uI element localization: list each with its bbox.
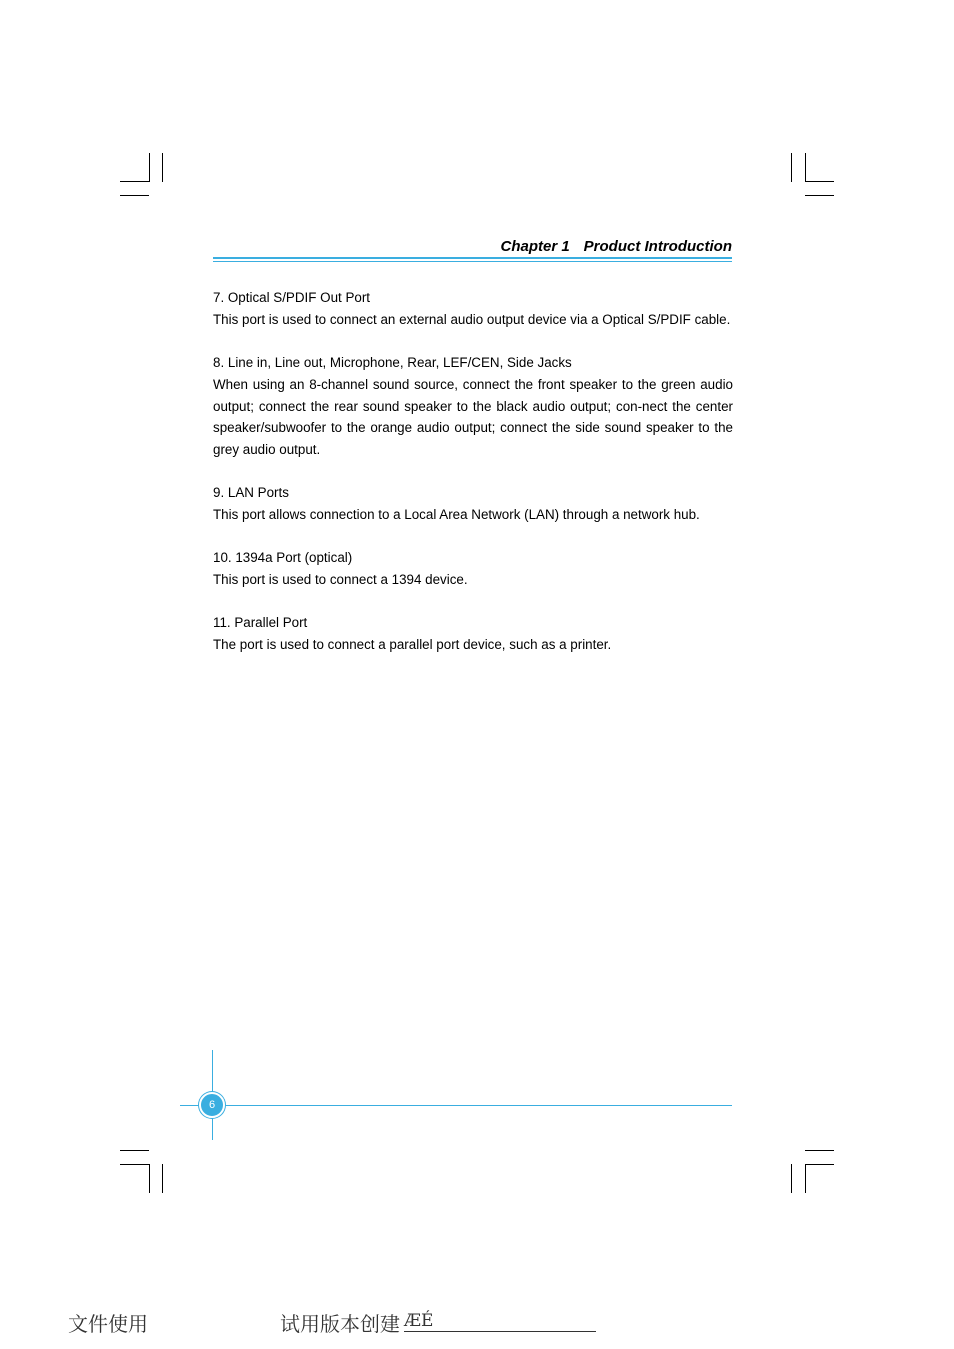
- section-body: This port allows connection to a Local Area Network (LAN) through a network hub.: [213, 507, 700, 522]
- watermark-underline: [404, 1331, 596, 1332]
- watermark-left: 文件使用: [68, 1312, 148, 1336]
- header-rule-thin: [213, 261, 732, 262]
- header-rule: [213, 257, 732, 259]
- section-body: The port is used to connect a parallel port device, such as a printer.: [213, 637, 612, 653]
- watermark-suffix: ÆÉ: [404, 1311, 434, 1331]
- section-lan-ports: [213, 482, 733, 525]
- chapter-label: Chapter 1: [500, 238, 570, 255]
- section-body: When using an 8-channel sound source, connect the front speaker to the green audio output; connect the rear sound speaker to the black audio output; con-nect the center speaker/subwoofer to the orange audio output; connect the side sound speaker to the grey audio output.: [213, 376, 733, 457]
- crop-mark: [120, 181, 149, 182]
- section-heading: 11. Parallel Port: [213, 615, 308, 631]
- section-audio-jacks: [213, 352, 733, 461]
- section-1394a-port: [213, 547, 733, 590]
- crop-mark: [805, 153, 806, 182]
- section-heading: 10. 1394a Port (optical): [213, 550, 353, 566]
- footer-rule: [180, 1105, 732, 1106]
- page-header: [500, 238, 732, 255]
- page-content: [213, 287, 733, 678]
- crop-mark: [805, 181, 834, 182]
- crop-mark: [805, 195, 834, 196]
- crop-mark: [805, 1164, 834, 1165]
- crop-mark: [120, 1164, 149, 1165]
- chapter-title: Product Introduction: [583, 238, 732, 255]
- section-heading: 7. Optical S/PDIF Out Port: [213, 290, 371, 305]
- page-number: 6: [199, 1092, 225, 1118]
- crop-mark: [791, 153, 792, 182]
- section-optical-spdif: [213, 287, 733, 330]
- section-heading: 9. LAN Ports: [213, 485, 289, 501]
- crop-mark: [805, 1150, 834, 1151]
- section-parallel-port: [213, 612, 733, 655]
- crop-mark: [791, 1164, 792, 1193]
- crop-mark: [162, 153, 163, 182]
- section-body: This port is used to connect a 1394 device.: [213, 572, 468, 588]
- crop-mark: [149, 1164, 150, 1193]
- watermark-right: 试用版本创建: [280, 1312, 400, 1336]
- crop-mark: [805, 1164, 806, 1193]
- crop-mark: [162, 1164, 163, 1193]
- section-body: This port is used to connect an external audio output device via a Optical S/PDIF cable.: [213, 311, 731, 327]
- crop-mark: [120, 195, 149, 196]
- crop-mark: [149, 153, 150, 182]
- crop-mark: [120, 1150, 149, 1151]
- section-heading: 8. Line in, Line out, Microphone, Rear, LEF/CEN, Side Jacks: [213, 355, 572, 371]
